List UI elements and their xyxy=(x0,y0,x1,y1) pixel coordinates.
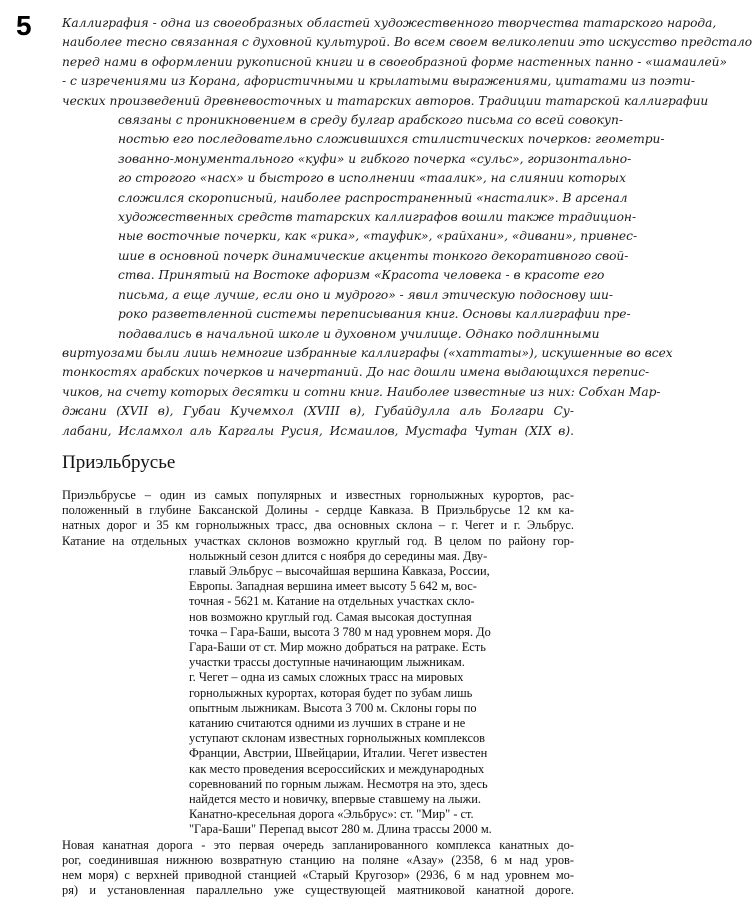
text-line: нов возможно круглый год. Самая высокая доступная xyxy=(189,609,472,624)
text-line: Канатно-кресельная дорога «Эльбрус»: ст. "Мир" - ст. xyxy=(189,807,474,822)
text-line: точка – Гара-Баши, высота 3 780 м над уровнем моря. До xyxy=(189,624,491,639)
calligraphy-line: виртуозами были лишь немногие избранные каллиграфы («хаттаты»), искушенные во всех xyxy=(62,345,673,360)
text-line: точная - 5621 м. Катание на отдельных участках скло- xyxy=(189,594,475,609)
calligraphy-line: тонкостях арабских почерков и начертаний. До нас дошли имена выдающихся перепис- xyxy=(62,365,650,380)
text-line: найдется место и новичку, впервые ставшему на лыжи. xyxy=(189,792,481,807)
calligraphy-line: художественных средств татарских каллиграфов вошли также традицион- xyxy=(118,210,637,225)
text-line: Приэльбрусье – один из самых популярных и известных горнолыжных курортов, рас- xyxy=(62,488,574,502)
calligraphy-line: подавались в начальной школе и духовном училище. Однако подлинными xyxy=(118,326,600,341)
calligraphy-line: роко разветвленной системы переписывания книг. Основы каллиграфии пре- xyxy=(118,307,631,322)
calligraphy-line: лабани, Исламхол аль Каргалы Русия, Исмаилов, Мустафа Чутан (XIX в). xyxy=(62,423,574,438)
text-line: ря) и установленная параллельно уже существующей маятниковой канатной дороге. xyxy=(62,883,574,898)
text-line: катанию считаются одними из лучших в стране и не xyxy=(189,716,466,731)
text-line: Новая канатная дорога - это первая очередь запланированного комплекса канатных до- xyxy=(62,837,574,852)
text-line: натных дорог и 35 км горнолыжных трасс, два основных склона – г. Чегет и г. Эльбрус. xyxy=(62,518,574,533)
calligraphy-line: Каллиграфия - одна из своеобразных областей художественного творчества татарского народа, xyxy=(62,16,717,30)
intro-paragraph xyxy=(62,488,574,549)
text-line: опытным лыжникам. Высота 3 700 м. Склоны горы по xyxy=(189,700,477,715)
calligraphy-line: чиков, на счету которых десятки и сотни книг. Наиболее известные из них: Собхан Мар- xyxy=(62,384,661,399)
calligraphy-line: наиболее тесно связанная с духовной культурой. Во всем своем великолепии это искусство предстало xyxy=(62,35,752,50)
calligraphy-line: ства. Принятый на Востоке афоризм «Красота человека - в красоте его xyxy=(118,268,605,283)
outro-paragraph xyxy=(62,838,574,899)
text-line: главый Эльбрус – высочайшая вершина Кавказа, России, xyxy=(189,564,490,578)
calligraphy-line: письма, а еще лучше, если оно и мудрого» - явил этическую подоснову ши- xyxy=(118,287,613,302)
text-line: соревнований по горным лыжам. Несмотря на это, здесь xyxy=(189,776,488,791)
text-line: уступают склонам известных горнолыжных комплексов xyxy=(189,731,486,746)
calligraphy-line: - с изречениями из Корана, афористичными и крылатыми выражениями, цитатами из поэти- xyxy=(62,74,696,89)
calligraphy-block xyxy=(62,14,752,441)
text-line: как место проведения всероссийских и международных xyxy=(189,761,485,776)
section-heading: Приэльбрусье xyxy=(62,452,176,473)
text-line: Европы. Западная вершина имеет высоту 5 642 м, вос- xyxy=(189,579,477,594)
text-line: "Гара-Баши" Перепад высот 280 м. Длина трассы 2000 м. xyxy=(189,822,492,837)
text-line: положенный в глубине Баксанской Долины - сердце Кавказа. В Приэльбрусье 12 км ка- xyxy=(62,503,574,518)
calligraphy-line: перед нами в оформлении рукописной книги и в своеобразной форме настенных панно - «шамаилей» xyxy=(62,54,727,69)
calligraphy-line: ческих произведений древневосточных и татарских авторов. Традиции татарской каллиграфии xyxy=(62,93,709,108)
text-line: нолыжный сезон длится с ноября до середины мая. Дву- xyxy=(189,548,488,563)
calligraphy-line: сложился скорописный, наиболее распространенный «насталик». В арсенал xyxy=(118,190,628,205)
text-line: Гара-Баши от ст. Мир можно добраться на ратраке. Есть xyxy=(189,640,486,655)
calligraphy-line: связаны с проникновением в среду булгар арабского письма со всей совокуп- xyxy=(118,113,623,128)
calligraphy-line: го строгого «насх» и быстрого в исполнении «таалик», на слиянии которых xyxy=(118,171,626,186)
calligraphy-line: зованно-монументального «куфи» и гибкого почерка «сульс», горизонтально- xyxy=(118,151,632,166)
text-line: Франции, Австрии, Швейцарии, Италии. Чегет известен xyxy=(189,746,488,761)
text-line: нем моря) с верхней приводной станцией «Старый Кругозор» (2936, 6 м над уровнем мо- xyxy=(62,868,574,882)
text-line: Катание на отдельных участках склонов возможно круглый год. В целом по району гор- xyxy=(62,533,574,548)
page-number: 5 xyxy=(16,10,32,41)
text-line: участки трассы доступные начинающим лыжникам. xyxy=(189,655,465,670)
calligraphy-line: джани (XVII в), Губаи Кучемхол (XVIII в), Губайдулла аль Болгари Су- xyxy=(62,404,574,419)
calligraphy-line: ные восточные почерки, как «рика», «тауфик», «райхани», «дивани», привнес- xyxy=(118,229,638,244)
text-line: рог, соединившая нижнюю возвратную станцию на поляне «Азау» (2358, 6 м над уров- xyxy=(62,852,574,867)
text-line: г. Чегет – одна из самых сложных трасс на мировых xyxy=(189,670,464,685)
calligraphy-line: ностью его последовательно сложившихся стилистических почерков: геометри- xyxy=(118,132,665,147)
text-line: горнолыжных курортах, которая будет по зубам лишь xyxy=(189,685,473,700)
calligraphy-line: шие в основной почерк динамические акценты тонкого декоративного свой- xyxy=(118,248,629,263)
narrow-column xyxy=(189,548,492,838)
